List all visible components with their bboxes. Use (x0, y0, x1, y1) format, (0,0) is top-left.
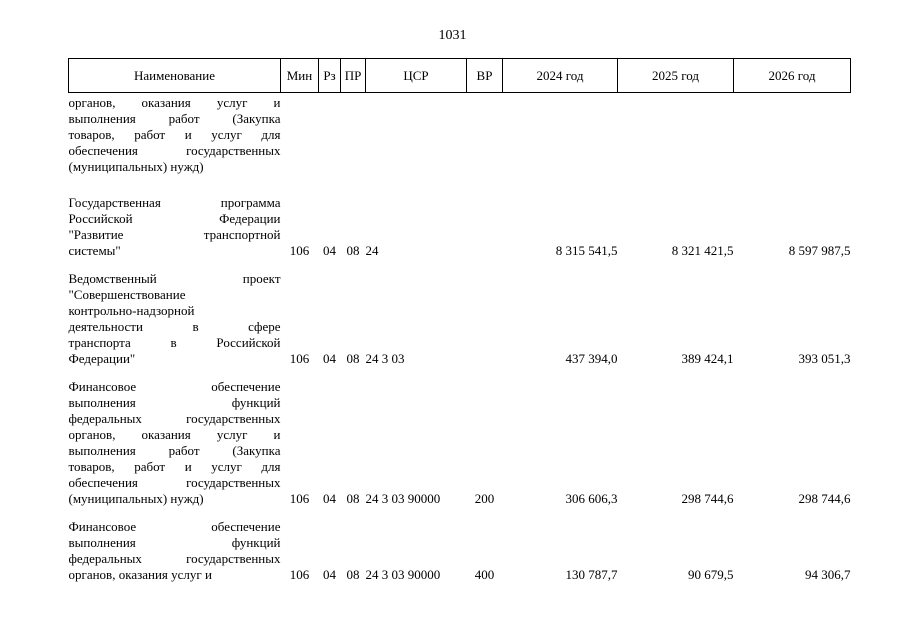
row-name-line: органов, оказания услуг и (68, 567, 212, 582)
row-vr (467, 265, 503, 373)
row-name-line: системы" (68, 243, 121, 258)
row-min: 106 (289, 351, 310, 366)
table-header-row (69, 59, 851, 93)
row-name-line: транспорта в Российской (68, 335, 281, 350)
row-vr (467, 181, 503, 265)
row-pr: 08 (346, 351, 360, 366)
row-csr: 24 3 03 (365, 351, 405, 366)
header-name: Наименование (69, 59, 281, 93)
page-number: 1031 (438, 28, 467, 43)
row-pr (341, 93, 366, 182)
row-vr: 400 (474, 567, 495, 582)
table-row (69, 265, 851, 373)
header-csr: ЦСР (366, 59, 467, 93)
header-2026: 2026 год (734, 59, 851, 93)
row-value-2026: 8 597 987,5 (788, 243, 851, 258)
row-rz: 04 (323, 567, 336, 582)
row-vr (467, 93, 503, 182)
row-csr: 24 3 03 90000 (365, 491, 441, 506)
row-rz (319, 93, 341, 182)
row-pr: 08 (346, 243, 360, 258)
table-row (69, 373, 851, 513)
header-min: Мин (281, 59, 319, 93)
header-vr: ВР (467, 59, 503, 93)
row-name (69, 373, 281, 513)
row-csr: 24 (365, 243, 379, 258)
row-name-line: товаров, работ и услуг для (68, 127, 281, 142)
row-value-2024: 437 394,0 (565, 351, 618, 366)
row-csr: 24 3 03 90000 (365, 567, 441, 582)
table-row (69, 93, 851, 182)
row-name-line: деятельности в сфере (68, 319, 281, 334)
budget-table (68, 58, 851, 589)
row-rz: 04 (323, 491, 336, 506)
row-name-line: "Совершенствование (68, 287, 186, 302)
row-value-2026 (734, 93, 851, 182)
row-name-line: обеспечения государственных (68, 143, 281, 158)
row-value-2025 (618, 93, 734, 182)
table-row (69, 181, 851, 265)
row-value-2024: 306 606,3 (565, 491, 618, 506)
row-value-2025: 298 744,6 (681, 491, 734, 506)
table-row (69, 513, 851, 589)
row-pr: 08 (346, 491, 360, 506)
row-name-line: федеральных государственных (68, 411, 281, 426)
row-name-line: Российской Федерации (68, 211, 281, 226)
row-name-line: Федерации" (68, 351, 136, 366)
row-value-2026: 393 051,3 (798, 351, 851, 366)
header-2024: 2024 год (503, 59, 618, 93)
row-value-2025: 90 679,5 (688, 567, 734, 582)
row-min: 106 (289, 243, 310, 258)
row-name-line: товаров, работ и услуг для (68, 459, 281, 474)
row-name-line: федеральных государственных (68, 551, 281, 566)
row-value-2025: 389 424,1 (681, 351, 734, 366)
row-csr (366, 93, 467, 182)
row-rz: 04 (323, 243, 336, 258)
row-name (69, 513, 281, 589)
row-value-2024: 8 315 541,5 (555, 243, 618, 258)
row-name-line: контрольно-надзорной (68, 303, 195, 318)
row-name-line: органов, оказания услуг и (68, 427, 281, 442)
row-name-line: органов, оказания услуг и (68, 95, 281, 110)
row-value-2024: 130 787,7 (565, 567, 618, 582)
row-pr: 08 (346, 567, 360, 582)
row-value-2024 (503, 93, 618, 182)
row-name-line: Государственная программа (68, 195, 281, 210)
row-name-line: Финансовое обеспечение (68, 379, 281, 394)
row-value-2026: 94 306,7 (805, 567, 851, 582)
row-min (281, 93, 319, 182)
header-pr: ПР (341, 59, 366, 93)
row-min: 106 (289, 491, 310, 506)
row-name-line: выполнения функций (68, 535, 281, 550)
row-name-line: выполнения работ (Закупка (68, 443, 281, 458)
row-name-line: (муниципальных) нужд) (68, 491, 204, 506)
row-name-line: выполнения работ (Закупка (68, 111, 281, 126)
row-name-line: Финансовое обеспечение (68, 519, 281, 534)
row-name-line: выполнения функций (68, 395, 281, 410)
row-name (69, 93, 281, 182)
row-min: 106 (289, 567, 310, 582)
header-2025: 2025 год (618, 59, 734, 93)
header-rz: Рз (319, 59, 341, 93)
row-vr: 200 (474, 491, 495, 506)
row-name-line: обеспечения государственных (68, 475, 281, 490)
row-name (69, 265, 281, 373)
row-rz: 04 (323, 351, 336, 366)
row-value-2026: 298 744,6 (798, 491, 851, 506)
row-name-line: Ведомственный проект (68, 271, 281, 286)
table-body (69, 93, 851, 590)
row-value-2025: 8 321 421,5 (671, 243, 734, 258)
row-name (69, 181, 281, 265)
row-name-line: (муниципальных) нужд) (68, 159, 204, 174)
row-name-line: "Развитие транспортной (68, 227, 281, 242)
